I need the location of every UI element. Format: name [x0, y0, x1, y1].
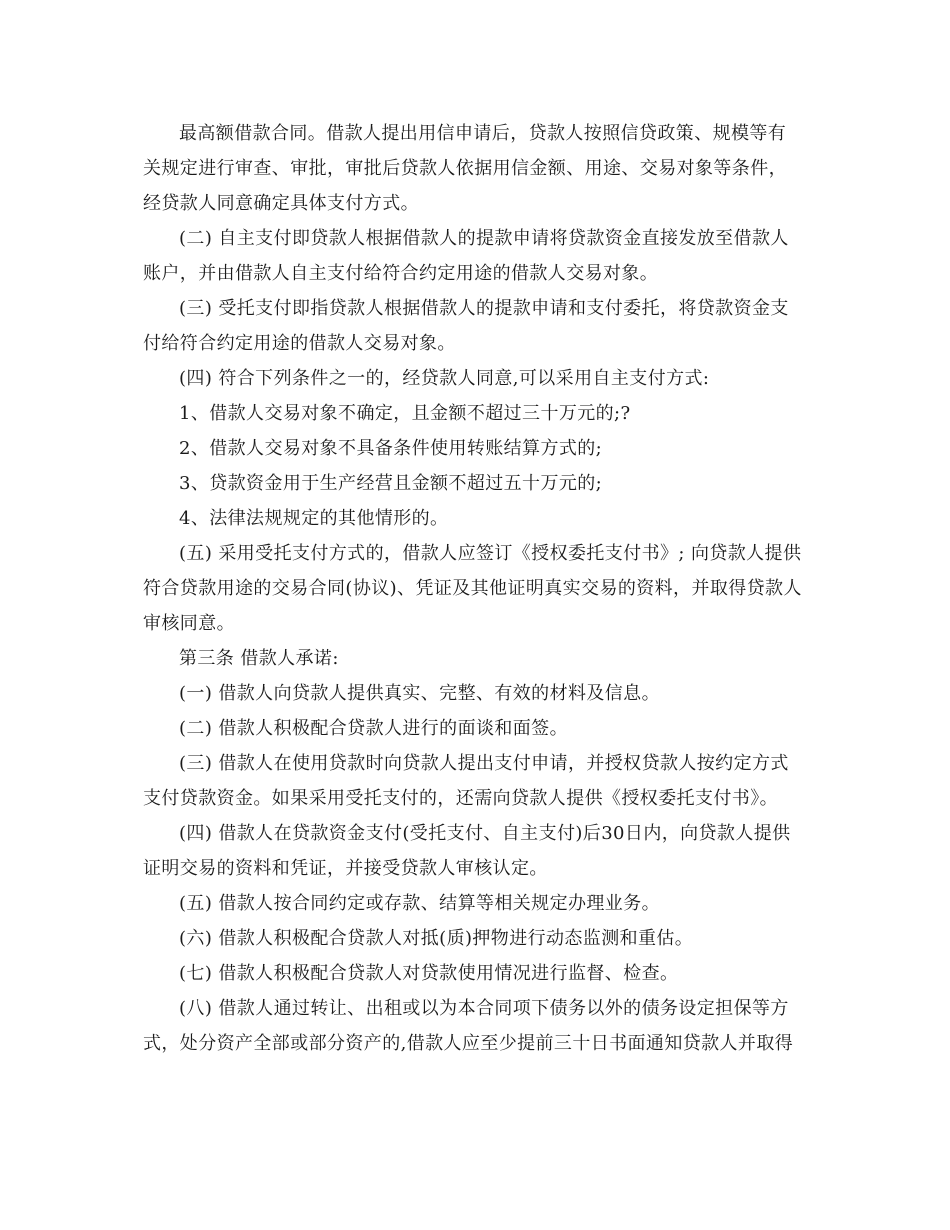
commitment-8: (八) 借款人通过转让、出租或以为本合同项下债务以外的债务设定担保等方式，处分资产全部或部分资产的,借款人应至少提前三十日书面通知贷款人并取得 [143, 998, 794, 1054]
list-item-4: 4、法律法规规定的其他情形的。 [179, 508, 449, 529]
list-item-3: 3、贷款资金用于生产经营且金额不超过五十万元的; [179, 473, 603, 494]
paragraph-4: (四) 符合下列条件之一的，经贷款人同意,可以采用自主支付方式: [179, 368, 710, 389]
commitment-7: (七) 借款人积极配合贷款人对贷款使用情况进行监督、检查。 [179, 963, 679, 984]
commitment-5: (五) 借款人按合同约定或存款、结算等相关规定办理业务。 [179, 893, 660, 914]
paragraph-5: (五) 采用受托支付方式的，借款人应签订《授权委托支付书》; 向贷款人提供符合贷款用途的交易合同(协议)、凭证及其他证明真实交易的资料，并取得贷款人审核同意。 [143, 543, 802, 634]
commitment-3: (三) 借款人在使用贷款时向贷款人提出支付申请，并授权贷款人按约定方式支付贷款资金。如果采用受托支付的，还需向贷款人提供《授权委托支付书》。 [143, 753, 789, 809]
paragraph-3: (三) 受托支付即指贷款人根据借款人的提款申请和支付委托，将贷款资金支付给符合约定用途的借款人交易对象。 [143, 298, 789, 354]
paragraph-1: 最高额借款合同。借款人提出用信申请后，贷款人按照信贷政策、规模等有关规定进行审查、审批，审批后贷款人依据用信金额、用途、交易对象等条件，经贷款人同意确定具体支付方式。 [143, 123, 787, 214]
commitment-1: (一) 借款人向贷款人提供真实、完整、有效的材料及信息。 [179, 683, 660, 704]
commitment-6: (六) 借款人积极配合贷款人对抵(质)押物进行动态监测和重估。 [179, 928, 694, 949]
list-item-2: 2、借款人交易对象不具备条件使用转账结算方式的; [179, 438, 603, 459]
commitment-4: (四) 借款人在贷款资金支付(受托支付、自主支付)后30日内，向贷款人提供证明交易的资料和凭证，并接受贷款人审核认定。 [143, 823, 791, 879]
article-heading: 第三条 借款人承诺: [179, 648, 339, 669]
paragraph-2: (二) 自主支付即贷款人根据借款人的提款申请将贷款资金直接发放至借款人账户，并由借款人自主支付给符合约定用途的借款人交易对象。 [143, 228, 789, 284]
commitment-2: (二) 借款人积极配合贷款人进行的面谈和面签。 [179, 718, 568, 739]
list-item-1: 1、借款人交易对象不确定，且金额不超过三十万元的;? [179, 403, 631, 424]
